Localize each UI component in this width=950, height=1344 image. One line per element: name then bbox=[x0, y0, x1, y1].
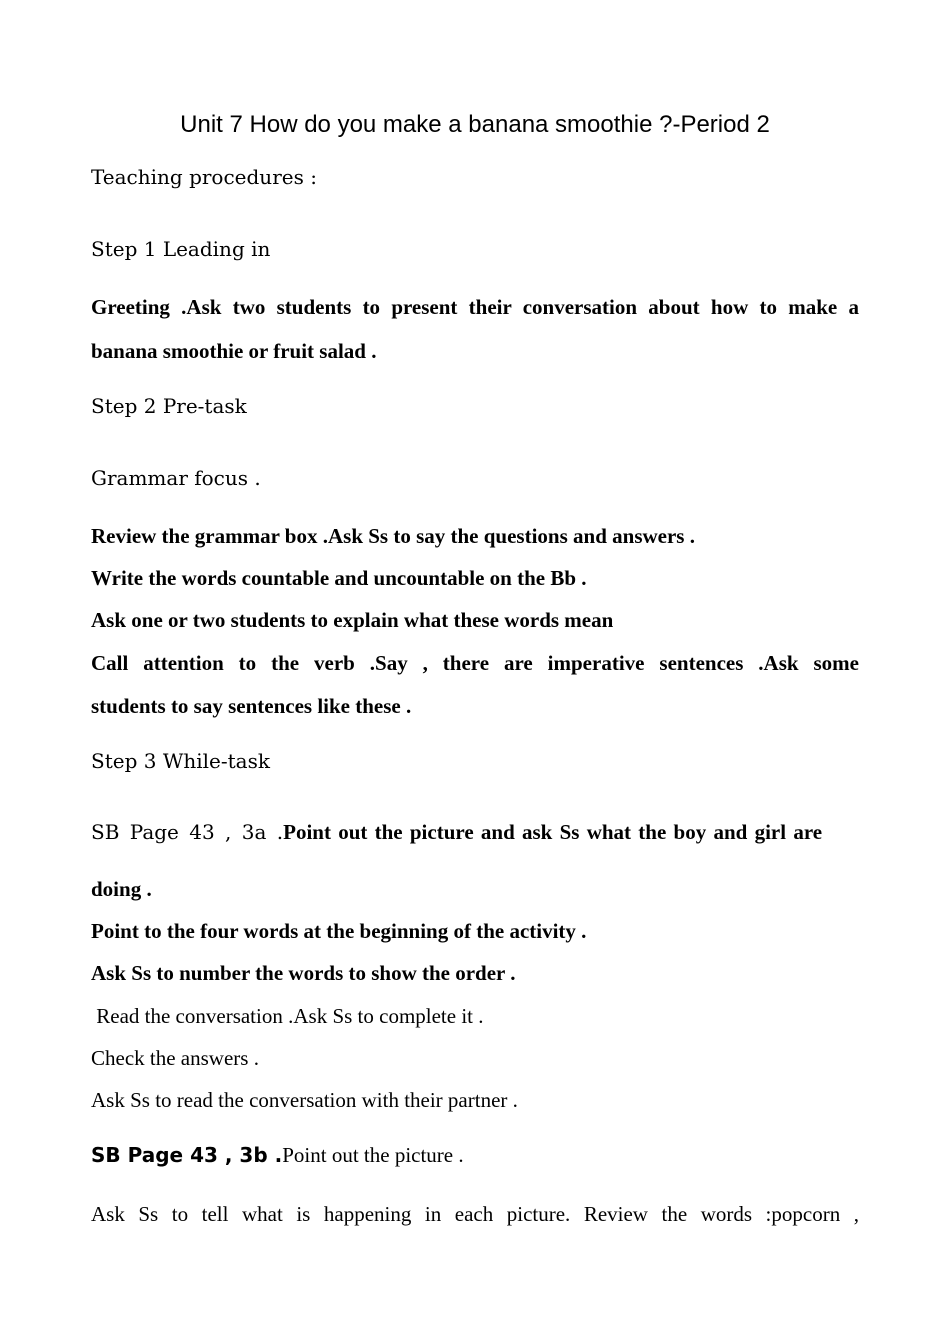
sb-3b-prefix: SB Page 43 , 3b . bbox=[91, 1143, 283, 1167]
step3-line1: Point to the four words at the beginning of the activity . bbox=[91, 919, 587, 943]
sb-3a-line bbox=[91, 820, 859, 845]
step3-heading: Step 3 While-task bbox=[91, 749, 270, 773]
step1-line2: banana smoothie or fruit salad . bbox=[91, 339, 377, 363]
step2-line4: Call attention to the verb .Say , there are imperative sentences .Ask some bbox=[91, 651, 859, 675]
step1-heading: Step 1 Leading in bbox=[91, 237, 271, 261]
sb-3a-text: Point out the picture and ask Ss what the boy and girl are bbox=[283, 820, 823, 844]
sb-3a-continuation: doing . bbox=[91, 877, 152, 901]
sb-3a-prefix: SB Page 43 , 3a . bbox=[91, 820, 284, 844]
step2-line2: Write the words countable and uncountable on the Bb . bbox=[91, 566, 587, 590]
sb-3b-line bbox=[91, 1143, 859, 1168]
step3-line6: Ask Ss to tell what is happening in each picture. Review the words :popcorn , bbox=[91, 1202, 859, 1226]
step2-heading: Step 2 Pre-task bbox=[91, 394, 247, 418]
procedures-heading: Teaching procedures : bbox=[91, 165, 317, 189]
step2-line5: students to say sentences like these . bbox=[91, 694, 412, 718]
step2-line1: Review the grammar box .Ask Ss to say the questions and answers . bbox=[91, 524, 695, 548]
grammar-focus: Grammar focus . bbox=[91, 466, 261, 490]
step3-line2: Ask Ss to number the words to show the order . bbox=[91, 961, 516, 985]
sb-3b-text: Point out the picture . bbox=[282, 1143, 464, 1167]
step2-line3: Ask one or two students to explain what these words mean bbox=[91, 608, 614, 632]
step3-line3: Read the conversation .Ask Ss to complete it . bbox=[91, 1004, 484, 1028]
step1-line1: Greeting .Ask two students to present their conversation about how to make a bbox=[91, 295, 859, 319]
step3-line4: Check the answers . bbox=[91, 1046, 259, 1070]
step3-line5: Ask Ss to read the conversation with their partner . bbox=[91, 1088, 518, 1112]
document-title: Unit 7 How do you make a banana smoothie ?-Period 2 bbox=[180, 111, 770, 138]
